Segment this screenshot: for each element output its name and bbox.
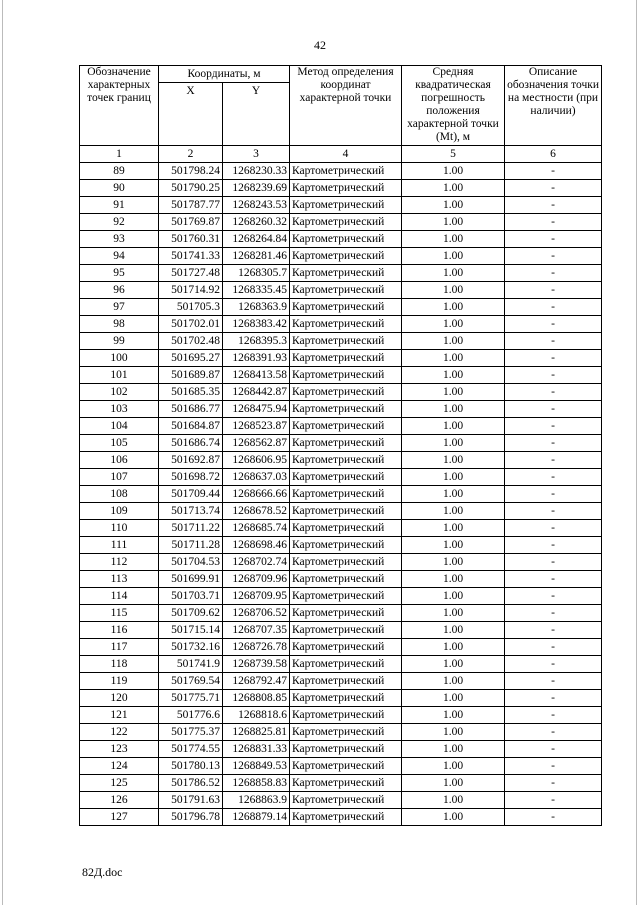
- error-cell: 1.00: [402, 316, 505, 333]
- x-coordinate-cell: 501776.6: [159, 707, 223, 724]
- header-error: Средняя квадратическая погрешность положения характерной точки (Mt), м: [402, 66, 505, 146]
- x-coordinate-cell: 501780.13: [159, 758, 223, 775]
- x-coordinate-cell: 501711.28: [159, 537, 223, 554]
- page-number: 42: [314, 38, 326, 52]
- point-number-cell: 98: [80, 316, 159, 333]
- point-number-cell: 123: [80, 741, 159, 758]
- description-cell: -: [505, 214, 602, 231]
- point-number-cell: 126: [80, 792, 159, 809]
- method-cell: Картометрический: [290, 469, 402, 486]
- error-cell: 1.00: [402, 384, 505, 401]
- point-number-cell: 93: [80, 231, 159, 248]
- point-number-cell: 101: [80, 367, 159, 384]
- y-coordinate-cell: 1268739.58: [223, 656, 290, 673]
- error-cell: 1.00: [402, 707, 505, 724]
- table-row: [80, 248, 602, 265]
- point-number-cell: 94: [80, 248, 159, 265]
- point-number-cell: 112: [80, 554, 159, 571]
- method-cell: Картометрический: [290, 503, 402, 520]
- method-cell: Картометрический: [290, 452, 402, 469]
- point-number-cell: 115: [80, 605, 159, 622]
- method-cell: Картометрический: [290, 707, 402, 724]
- method-cell: Картометрический: [290, 418, 402, 435]
- point-number-cell: 97: [80, 299, 159, 316]
- description-cell: -: [505, 435, 602, 452]
- point-number-cell: 95: [80, 265, 159, 282]
- description-cell: -: [505, 503, 602, 520]
- error-cell: 1.00: [402, 333, 505, 350]
- y-coordinate-cell: 1268413.58: [223, 367, 290, 384]
- error-cell: 1.00: [402, 520, 505, 537]
- table-row: [80, 741, 602, 758]
- method-cell: Картометрический: [290, 214, 402, 231]
- table-row: [80, 435, 602, 452]
- x-coordinate-cell: 501714.92: [159, 282, 223, 299]
- x-coordinate-cell: 501713.74: [159, 503, 223, 520]
- x-coordinate-cell: 501702.01: [159, 316, 223, 333]
- y-coordinate-cell: 1268637.03: [223, 469, 290, 486]
- method-cell: Картометрический: [290, 316, 402, 333]
- description-cell: -: [505, 639, 602, 656]
- table-row: [80, 197, 602, 214]
- error-cell: 1.00: [402, 401, 505, 418]
- y-coordinate-cell: 1268726.78: [223, 639, 290, 656]
- y-coordinate-cell: 1268395.3: [223, 333, 290, 350]
- description-cell: -: [505, 792, 602, 809]
- x-coordinate-cell: 501732.16: [159, 639, 223, 656]
- x-coordinate-cell: 501787.77: [159, 197, 223, 214]
- point-number-cell: 122: [80, 724, 159, 741]
- description-cell: -: [505, 248, 602, 265]
- x-coordinate-cell: 501774.55: [159, 741, 223, 758]
- error-cell: 1.00: [402, 435, 505, 452]
- y-coordinate-cell: 1268698.46: [223, 537, 290, 554]
- x-coordinate-cell: 501769.87: [159, 214, 223, 231]
- x-coordinate-cell: 501775.71: [159, 690, 223, 707]
- description-cell: -: [505, 282, 602, 299]
- point-number-cell: 121: [80, 707, 159, 724]
- method-cell: Картометрический: [290, 180, 402, 197]
- method-cell: Картометрический: [290, 588, 402, 605]
- column-number: 4: [290, 146, 402, 163]
- point-number-cell: 100: [80, 350, 159, 367]
- point-number-cell: 91: [80, 197, 159, 214]
- error-cell: 1.00: [402, 758, 505, 775]
- x-coordinate-cell: 501686.74: [159, 435, 223, 452]
- x-coordinate-cell: 501711.22: [159, 520, 223, 537]
- description-cell: -: [505, 418, 602, 435]
- description-cell: -: [505, 673, 602, 690]
- method-cell: Картометрический: [290, 673, 402, 690]
- method-cell: Картометрический: [290, 384, 402, 401]
- y-coordinate-cell: 1268849.53: [223, 758, 290, 775]
- right-scan-edge: [636, 0, 637, 905]
- point-number-cell: 104: [80, 418, 159, 435]
- x-coordinate-cell: 501686.77: [159, 401, 223, 418]
- method-cell: Картометрический: [290, 724, 402, 741]
- error-cell: 1.00: [402, 265, 505, 282]
- table-row: [80, 180, 602, 197]
- table-row: [80, 605, 602, 622]
- point-number-cell: 127: [80, 809, 159, 826]
- x-coordinate-cell: 501684.87: [159, 418, 223, 435]
- description-cell: -: [505, 163, 602, 180]
- description-cell: -: [505, 707, 602, 724]
- error-cell: 1.00: [402, 690, 505, 707]
- table-row: [80, 231, 602, 248]
- method-cell: Картометрический: [290, 741, 402, 758]
- y-coordinate-cell: 1268264.84: [223, 231, 290, 248]
- description-cell: -: [505, 231, 602, 248]
- method-cell: Картометрический: [290, 809, 402, 826]
- point-number-cell: 117: [80, 639, 159, 656]
- error-cell: 1.00: [402, 537, 505, 554]
- point-number-cell: 111: [80, 537, 159, 554]
- x-coordinate-cell: 501695.27: [159, 350, 223, 367]
- error-cell: 1.00: [402, 486, 505, 503]
- error-cell: 1.00: [402, 350, 505, 367]
- point-number-cell: 90: [80, 180, 159, 197]
- error-cell: 1.00: [402, 673, 505, 690]
- y-coordinate-cell: 1268523.87: [223, 418, 290, 435]
- table-row: [80, 690, 602, 707]
- method-cell: Картометрический: [290, 758, 402, 775]
- description-cell: -: [505, 180, 602, 197]
- y-coordinate-cell: 1268792.47: [223, 673, 290, 690]
- table-row: [80, 656, 602, 673]
- table-row: [80, 384, 602, 401]
- y-coordinate-cell: 1268709.95: [223, 588, 290, 605]
- error-cell: 1.00: [402, 503, 505, 520]
- y-coordinate-cell: 1268243.53: [223, 197, 290, 214]
- table-row: [80, 367, 602, 384]
- column-number: 2: [159, 146, 223, 163]
- error-cell: 1.00: [402, 214, 505, 231]
- point-number-cell: 89: [80, 163, 159, 180]
- error-cell: 1.00: [402, 282, 505, 299]
- table-row: [80, 418, 602, 435]
- error-cell: 1.00: [402, 775, 505, 792]
- description-cell: -: [505, 724, 602, 741]
- method-cell: Картометрический: [290, 537, 402, 554]
- x-coordinate-cell: 501709.44: [159, 486, 223, 503]
- error-cell: 1.00: [402, 418, 505, 435]
- y-coordinate-cell: 1268239.69: [223, 180, 290, 197]
- y-coordinate-cell: 1268363.9: [223, 299, 290, 316]
- error-cell: 1.00: [402, 554, 505, 571]
- table-row: [80, 333, 602, 350]
- table-row: [80, 673, 602, 690]
- description-cell: -: [505, 741, 602, 758]
- error-cell: 1.00: [402, 231, 505, 248]
- x-coordinate-cell: 501798.24: [159, 163, 223, 180]
- point-number-cell: 124: [80, 758, 159, 775]
- point-number-cell: 99: [80, 333, 159, 350]
- method-cell: Картометрический: [290, 571, 402, 588]
- x-coordinate-cell: 501790.25: [159, 180, 223, 197]
- point-number-cell: 108: [80, 486, 159, 503]
- x-coordinate-cell: 501760.31: [159, 231, 223, 248]
- error-cell: 1.00: [402, 452, 505, 469]
- description-cell: -: [505, 554, 602, 571]
- method-cell: Картометрический: [290, 231, 402, 248]
- x-coordinate-cell: 501685.35: [159, 384, 223, 401]
- point-number-cell: 96: [80, 282, 159, 299]
- description-cell: -: [505, 384, 602, 401]
- method-cell: Картометрический: [290, 622, 402, 639]
- table-row: [80, 486, 602, 503]
- table-row: [80, 282, 602, 299]
- method-cell: Картометрический: [290, 605, 402, 622]
- method-cell: Картометрический: [290, 367, 402, 384]
- description-cell: -: [505, 197, 602, 214]
- method-cell: Картометрический: [290, 265, 402, 282]
- description-cell: -: [505, 469, 602, 486]
- point-number-cell: 113: [80, 571, 159, 588]
- point-number-cell: 120: [80, 690, 159, 707]
- header-y: Y: [223, 83, 290, 146]
- x-coordinate-cell: 501689.87: [159, 367, 223, 384]
- y-coordinate-cell: 1268709.96: [223, 571, 290, 588]
- description-cell: -: [505, 656, 602, 673]
- y-coordinate-cell: 1268825.81: [223, 724, 290, 741]
- column-number: 5: [402, 146, 505, 163]
- error-cell: 1.00: [402, 656, 505, 673]
- y-coordinate-cell: 1268831.33: [223, 741, 290, 758]
- description-cell: -: [505, 486, 602, 503]
- method-cell: Картометрический: [290, 333, 402, 350]
- point-number-cell: 125: [80, 775, 159, 792]
- y-coordinate-cell: 1268606.95: [223, 452, 290, 469]
- x-coordinate-cell: 501741.9: [159, 656, 223, 673]
- error-cell: 1.00: [402, 588, 505, 605]
- x-coordinate-cell: 501709.62: [159, 605, 223, 622]
- table-row: [80, 537, 602, 554]
- description-cell: -: [505, 758, 602, 775]
- y-coordinate-cell: 1268305.7: [223, 265, 290, 282]
- point-number-cell: 107: [80, 469, 159, 486]
- point-number-cell: 106: [80, 452, 159, 469]
- x-coordinate-cell: 501702.48: [159, 333, 223, 350]
- y-coordinate-cell: 1268335.45: [223, 282, 290, 299]
- footer-filename: 82Д.doc: [82, 865, 123, 879]
- table-row: [80, 163, 602, 180]
- table-row: [80, 401, 602, 418]
- y-coordinate-cell: 1268702.74: [223, 554, 290, 571]
- point-number-cell: 102: [80, 384, 159, 401]
- table-row: [80, 707, 602, 724]
- x-coordinate-cell: 501741.33: [159, 248, 223, 265]
- header-row-1: [80, 66, 602, 83]
- y-coordinate-cell: 1268707.35: [223, 622, 290, 639]
- method-cell: Картометрический: [290, 520, 402, 537]
- table-row: [80, 350, 602, 367]
- table-row: [80, 214, 602, 231]
- error-cell: 1.00: [402, 180, 505, 197]
- column-number: 3: [223, 146, 290, 163]
- description-cell: -: [505, 775, 602, 792]
- point-number-cell: 118: [80, 656, 159, 673]
- method-cell: Картометрический: [290, 656, 402, 673]
- x-coordinate-cell: 501791.63: [159, 792, 223, 809]
- error-cell: 1.00: [402, 724, 505, 741]
- header-method: Метод определения координат характерной точки: [290, 66, 402, 146]
- table-row: [80, 792, 602, 809]
- table-row: [80, 469, 602, 486]
- y-coordinate-cell: 1268391.93: [223, 350, 290, 367]
- description-cell: -: [505, 333, 602, 350]
- table-row: [80, 775, 602, 792]
- description-cell: -: [505, 690, 602, 707]
- description-cell: -: [505, 605, 602, 622]
- error-cell: 1.00: [402, 367, 505, 384]
- error-cell: 1.00: [402, 809, 505, 826]
- method-cell: Картометрический: [290, 554, 402, 571]
- point-number-cell: 109: [80, 503, 159, 520]
- method-cell: Картометрический: [290, 401, 402, 418]
- description-cell: -: [505, 571, 602, 588]
- left-scan-edge: [2, 0, 3, 905]
- method-cell: Картометрический: [290, 350, 402, 367]
- table-row: [80, 622, 602, 639]
- method-cell: Картометрический: [290, 486, 402, 503]
- column-number-row: [80, 146, 602, 163]
- point-number-cell: 92: [80, 214, 159, 231]
- y-coordinate-cell: 1268706.52: [223, 605, 290, 622]
- y-coordinate-cell: 1268260.32: [223, 214, 290, 231]
- method-cell: Картометрический: [290, 775, 402, 792]
- error-cell: 1.00: [402, 248, 505, 265]
- method-cell: Картометрический: [290, 248, 402, 265]
- point-number-cell: 116: [80, 622, 159, 639]
- description-cell: -: [505, 588, 602, 605]
- description-cell: -: [505, 520, 602, 537]
- point-number-cell: 119: [80, 673, 159, 690]
- x-coordinate-cell: 501786.52: [159, 775, 223, 792]
- y-coordinate-cell: 1268863.9: [223, 792, 290, 809]
- description-cell: -: [505, 316, 602, 333]
- y-coordinate-cell: 1268562.87: [223, 435, 290, 452]
- header-coordinates: Координаты, м: [159, 66, 290, 83]
- description-cell: -: [505, 452, 602, 469]
- x-coordinate-cell: 501775.37: [159, 724, 223, 741]
- x-coordinate-cell: 501796.78: [159, 809, 223, 826]
- error-cell: 1.00: [402, 469, 505, 486]
- x-coordinate-cell: 501699.91: [159, 571, 223, 588]
- x-coordinate-cell: 501704.53: [159, 554, 223, 571]
- description-cell: -: [505, 809, 602, 826]
- y-coordinate-cell: 1268475.94: [223, 401, 290, 418]
- y-coordinate-cell: 1268383.42: [223, 316, 290, 333]
- description-cell: -: [505, 537, 602, 554]
- y-coordinate-cell: 1268808.85: [223, 690, 290, 707]
- error-cell: 1.00: [402, 741, 505, 758]
- table-row: [80, 571, 602, 588]
- description-cell: -: [505, 299, 602, 316]
- y-coordinate-cell: 1268685.74: [223, 520, 290, 537]
- table-row: [80, 452, 602, 469]
- coordinates-table: [79, 65, 602, 826]
- x-coordinate-cell: 501727.48: [159, 265, 223, 282]
- method-cell: Картометрический: [290, 282, 402, 299]
- method-cell: Картометрический: [290, 690, 402, 707]
- error-cell: 1.00: [402, 197, 505, 214]
- error-cell: 1.00: [402, 605, 505, 622]
- description-cell: -: [505, 622, 602, 639]
- table-row: [80, 758, 602, 775]
- table-row: [80, 503, 602, 520]
- table-row: [80, 316, 602, 333]
- x-coordinate-cell: 501705.3: [159, 299, 223, 316]
- point-number-cell: 105: [80, 435, 159, 452]
- y-coordinate-cell: 1268879.14: [223, 809, 290, 826]
- table-row: [80, 299, 602, 316]
- x-coordinate-cell: 501692.87: [159, 452, 223, 469]
- y-coordinate-cell: 1268442.87: [223, 384, 290, 401]
- table-row: [80, 639, 602, 656]
- column-number: 1: [80, 146, 159, 163]
- description-cell: -: [505, 401, 602, 418]
- table-row: [80, 588, 602, 605]
- error-cell: 1.00: [402, 571, 505, 588]
- method-cell: Картометрический: [290, 197, 402, 214]
- point-number-cell: 114: [80, 588, 159, 605]
- error-cell: 1.00: [402, 622, 505, 639]
- error-cell: 1.00: [402, 299, 505, 316]
- point-number-cell: 110: [80, 520, 159, 537]
- description-cell: -: [505, 350, 602, 367]
- description-cell: -: [505, 265, 602, 282]
- table-row: [80, 809, 602, 826]
- y-coordinate-cell: 1268666.66: [223, 486, 290, 503]
- y-coordinate-cell: 1268818.6: [223, 707, 290, 724]
- table-row: [80, 724, 602, 741]
- x-coordinate-cell: 501698.72: [159, 469, 223, 486]
- error-cell: 1.00: [402, 792, 505, 809]
- description-cell: -: [505, 367, 602, 384]
- error-cell: 1.00: [402, 639, 505, 656]
- method-cell: Картометрический: [290, 639, 402, 656]
- x-coordinate-cell: 501715.14: [159, 622, 223, 639]
- table-row: [80, 520, 602, 537]
- header-x: X: [159, 83, 223, 146]
- header-point-designation: Обозначение характерных точек границ: [80, 66, 159, 146]
- column-number: 6: [505, 146, 602, 163]
- y-coordinate-cell: 1268230.33: [223, 163, 290, 180]
- y-coordinate-cell: 1268281.46: [223, 248, 290, 265]
- error-cell: 1.00: [402, 163, 505, 180]
- x-coordinate-cell: 501769.54: [159, 673, 223, 690]
- method-cell: Картометрический: [290, 792, 402, 809]
- table-body: [80, 163, 602, 826]
- y-coordinate-cell: 1268858.83: [223, 775, 290, 792]
- y-coordinate-cell: 1268678.52: [223, 503, 290, 520]
- method-cell: Картометрический: [290, 163, 402, 180]
- table-row: [80, 554, 602, 571]
- x-coordinate-cell: 501703.71: [159, 588, 223, 605]
- table-row: [80, 265, 602, 282]
- method-cell: Картометрический: [290, 435, 402, 452]
- method-cell: Картометрический: [290, 299, 402, 316]
- point-number-cell: 103: [80, 401, 159, 418]
- header-description: Описание обозначения точки на местности (при наличии): [505, 66, 602, 146]
